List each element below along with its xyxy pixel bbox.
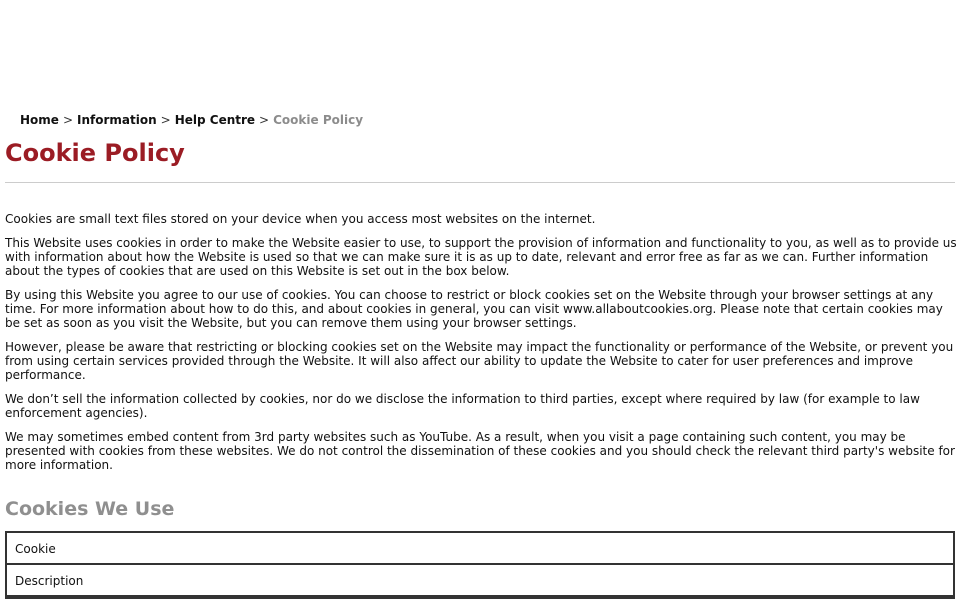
paragraph-consent: By using this Website you agree to our use of cookies. You can choose to restrict or block cookies set on the Website through your browser settings at any time. For more information about how to do this, and about cookies in general, you can visit www.allaboutcookies.org. Please note that certain cookies may be set as soon as you visit the Website, but you can remove them using your browser settings. — [5, 288, 943, 330]
title-divider — [5, 182, 955, 183]
breadcrumb — [20, 112, 363, 128]
cookie-table — [5, 531, 955, 599]
breadcrumb-link-help-centre[interactable]: Help Centre — [174, 113, 256, 127]
paragraph-intro: Cookies are small text files stored on your device when you access most websites on the internet. — [5, 212, 596, 226]
table-row-cookie: Cookie — [7, 533, 953, 565]
breadcrumb-separator: > — [62, 113, 73, 127]
page-title: Cookie Policy — [5, 139, 185, 167]
paragraph-usage: This Website uses cookies in order to make the Website easier to use, to support the provision of information and functionality to you, as well as to provide us with information about how the Website is used so that we can make sure it is as up to date, relevant and error free as far as we can. Further information about the types of cookies that are used on this Website is set out in the box below. — [5, 236, 957, 278]
breadcrumb-separator: > — [160, 113, 171, 127]
paragraph-third-parties: We don’t sell the information collected by cookies, nor do we disclose the information to third parties, except where required by law (for example to law enforcement agencies). — [5, 392, 920, 420]
section-title-cookies-we-use: Cookies We Use — [5, 498, 175, 520]
breadcrumb-separator: > — [259, 113, 270, 127]
breadcrumb-link-home[interactable]: Home — [20, 113, 59, 127]
breadcrumb-current: Cookie Policy — [273, 113, 364, 127]
paragraph-embedded-content: We may sometimes embed content from 3rd party websites such as YouTube. As a result, when you visit a page containing such content, you may be presented with cookies from these websites. We do not control the dissemination of these cookies and you should check the relevant third party's website for more information. — [5, 430, 955, 472]
table-row-description: Description — [7, 565, 953, 597]
policy-body — [5, 212, 957, 482]
paragraph-restrictions: However, please be aware that restricting or blocking cookies set on the Website may impact the functionality or performance of the Website, or prevent you from using certain services provided through the Website. It will also affect our ability to update the Website to cater for user preferences and improve performance. — [5, 340, 954, 382]
breadcrumb-link-information[interactable]: Information — [77, 113, 157, 127]
